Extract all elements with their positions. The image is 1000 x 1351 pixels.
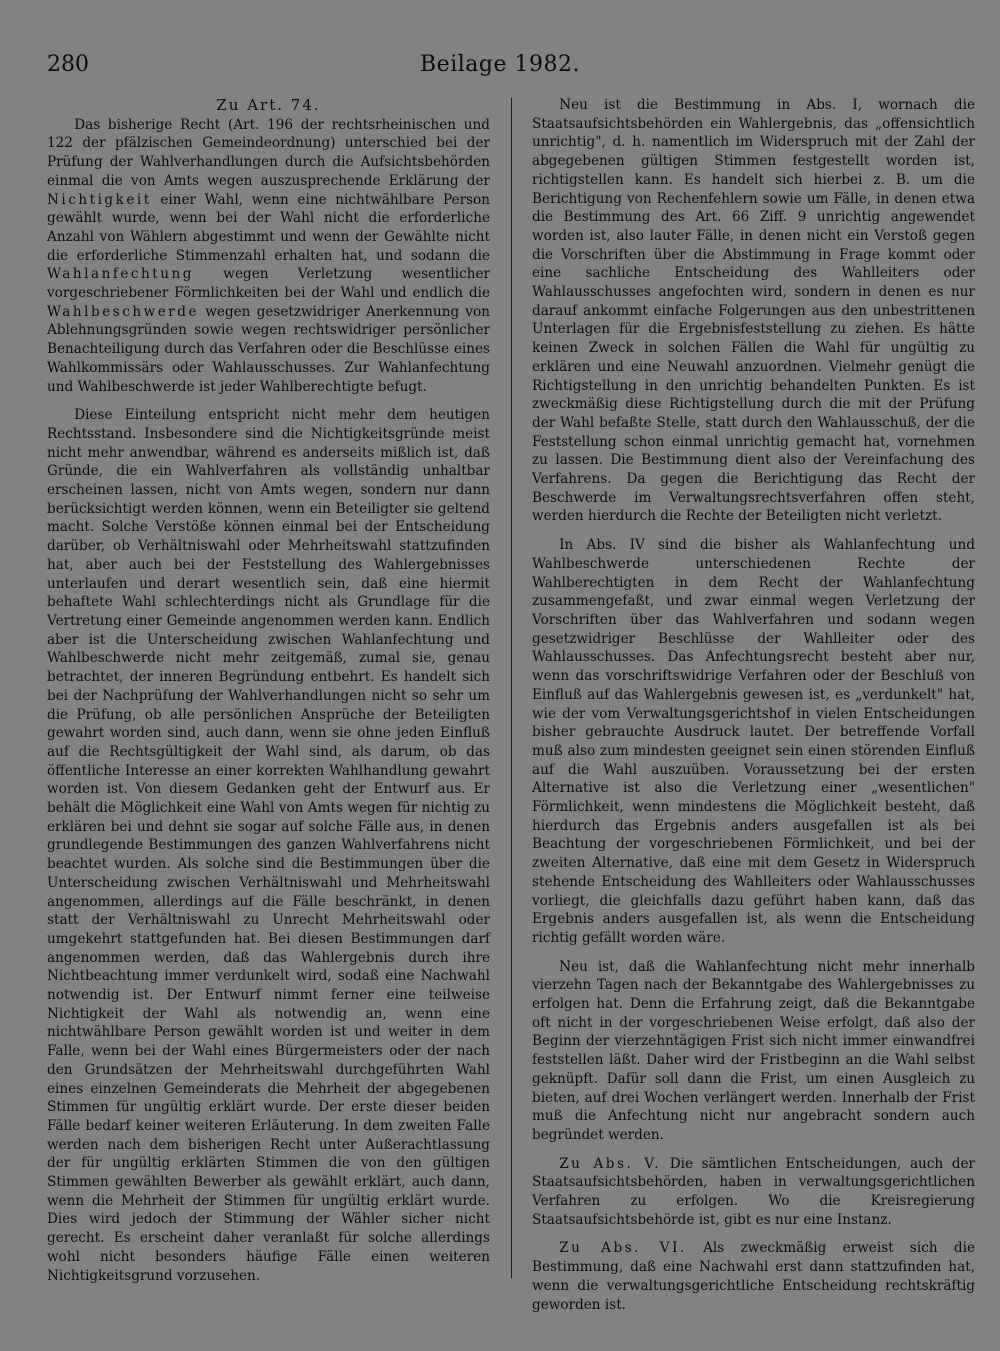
- paragraph: Diese Einteilung entspricht nicht mehr dem heutigen Rechtsstand. Insbesondere sind die Nichtigkeitsgründe meist nicht mehr anwendbar, während es anderseits mißlich ist, daß Gründe, die ein Wahlverfahren als vollständig unhaltbar erscheinen lassen, nicht von Amts wegen, sondern nur dann berücksichtigt werden können, wenn ein Beteiligter sie geltend macht. Solche Verstöße können einmal bei der Entscheidung darüber, ob Verhältniswahl oder Mehrheitswahl stattzufinden hat, aber auch bei der Feststellung des Wahlergebnisses unterlaufen und derart wesentlich sein, daß eine hiermit behaftete Wahl schlechterdings nicht als Grundlage für die Vertretung einer Gemeinde angenommen werden kann. Endlich aber ist die Unterscheidung zwischen Wahlanfechtung und Wahlbeschwerde nicht mehr zeitgemäß, zumal sie, genau betrachtet, der inneren Begründung entbehrt. Es handelt sich bei der Nachprüfung der Wahlverhandlungen nicht so sehr um die Prüfung, ob alle persönlichen Ansprüche der Beteiligten gewahrt worden sind, auch dann, wenn sie ohne jeden Einfluß auf die Rechtsgültigkeit der Wahl sind, als darum, ob das öffentliche Interesse an einer korrekten Wahlhandlung gewahrt worden ist. Von diesem Gedanken geht der Entwurf aus. Er behält die Möglichkeit eine Wahl von Amts wegen für nichtig zu erklären bei und dehnt sie sogar auf solche Fälle aus, in denen grundlegende Bestimmungen des ganzen Wahlverfahrens nicht beachtet wurden. Als solche sind die Bestimmungen über die Unterscheidung zwischen Verhältniswahl und Mehrheitswahl angenommen, allerdings auf die Fälle beschränkt, in denen statt der Verhältniswahl zu Unrecht Mehrheitswahl oder umgekehrt stattgefunden hat. Bei diesen Bestimmungen darf angenommen werden, daß das Wahlergebnis durch ihre Nichtbeachtung immer verdunkelt wird, sodaß eine Nachwahl notwendig ist. Der Entwurf nimmt ferner eine teilweise Nichtigkeit der Wahl als notwendig an, wenn eine nichtwählbare Person gewählt worden ist und weiter in dem Falle, wenn bei der Wahl eines Bürgermeisters oder der nach den Grundsätzen der Mehrheitswahl durchgeführten Wahl eines einzelnen Gemeinderats die Mehrheit der abgegebenen Stimmen für ungültig erklärt wurde. Der erste dieser beiden Fälle bedarf keiner weiteren Erläuterung. In dem zweiten Falle werden nach dem bisherigen Recht unter Außerachtlassung der für ungültig erklärten Stimmen die von den gültigen Stimmen gewählten Bewerber als gewählt erklärt, auch dann, wenn die Mehrheit der Stimmen für ungültig erklärt wurde. Dies wird jedoch der Stimmung der Wähler sicher nicht gerecht. Es erscheint daher veranlaßt für solche allerdings wohl nicht besonders häufige Fälle einen weiteren Nichtigkeitsgrund vorzusehen.: [47, 407, 490, 1284]
- emphasis-term: Wahlanfechtung: [47, 266, 194, 283]
- text-run: Die sämtlichen Entscheidungen, auch der Staatsaufsichtsbehörden, haben in verwaltungsgerichtlichen Verfahren zu erfolgen. Wo die Kreisregierung Staatsaufsichtsbehörde ist, gibt es nur eine Instanz.: [532, 1155, 975, 1228]
- right-column: [532, 96, 975, 1314]
- text-run: einer Wahl, wenn eine nichtwählbare Person gewählt wurde, wenn bei der Wahl nicht die erforderliche Anzahl von Wählern abgestimmt und wenn der Gewählte nicht die erforderliche Stimmenzahl erhalten hat, und sodann die: [47, 191, 490, 264]
- text-run: wegen gesetzwidriger Anerkennung von Ablehnungsgründen sowie wegen rechtswidriger persönlicher Benachteiligung durch das Verfahren oder die Beschlüsse eines Wahlkommissärs oder Wahlausschusses. Zur Wahlanfechtung und Wahlbeschwerde ist jeder Wahlberechtigte befugt.: [47, 303, 490, 395]
- paragraph: [47, 116, 490, 397]
- text-run: Das bisherige Recht (Art. 196 der rechtsrheinischen und 122 der pfälzischen Gemeindeordnung) unterschied bei der Prüfung der Wahlverhandlungen durch die Aufsichtsbehörden einmal die von Amts wegen auszusprechende Erklärung der: [47, 116, 490, 189]
- section-heading: Zu Art. 74.: [216, 96, 321, 114]
- emphasis-term: Wahlbeschwerde: [47, 303, 200, 320]
- paragraph: [532, 1155, 975, 1230]
- page-header: [0, 52, 1000, 82]
- paragraph: Neu ist die Bestimmung in Abs. I, wornach die Staatsaufsichtsbehörden ein Wahlergebnis, das „offensichtlich unrichtig", d. h. namentlich im Widerspruch mit der Zahl der abgegebenen gültigen Stimmen festgestellt worden ist, richtigstellen kann. Es handelt sich hierbei z. B. um die Berichtigung von Rechenfehlern sowie um Fälle, in denen etwa die Bestimmung des Art. 66 Ziff. 9 unrichtig angewendet worden ist, also lauter Fälle, in denen nicht ein Verstoß gegen die Vorschriften über die Abstimmung in Frage kommt oder eine sachliche Entscheidung des Wahlleiters oder Wahlausschusses angefochten wird, sondern in denen es nur darauf ankommt einfache Folgerungen aus den unbestrittenen Unterlagen für die Ergebnisfeststellung zu ziehen. Es hätte keinen Zweck in solchen Fällen die Wahl für ungültig zu erklären und eine Neuwahl anzuordnen. Vielmehr genügt die Richtigstellung in den unrichtig behandelten Punkten. Es ist zweckmäßig diese Richtigstellung durch die mit der Prüfung der Wahl befaßte Stelle, statt durch den Wahlausschuß, der die Feststellung schon einmal unrichtig gemacht hat, vornehmen zu lassen. Die Bestimmung dient also der Vereinfachung des Verfahrens. Da gegen die Berichtigung das Recht der Beschwerde im Verwaltungsrechtsverfahren offen steht, werden hierdurch die Rechte der Beteiligten nicht verletzt.: [532, 97, 975, 525]
- running-title: Beilage 1982.: [420, 52, 580, 77]
- page-number: 280: [47, 52, 89, 77]
- text-run: Als zweckmäßig erweist sich die Bestimmung, daß eine Nachwahl erst dann stattzufinden hat, wenn die verwaltungsgerichtliche Entscheidung rechtskräftig geworden ist.: [532, 1240, 975, 1313]
- emphasis-term: Nichtigkeit: [47, 191, 152, 208]
- paragraph: Neu ist, daß die Wahlanfechtung nicht mehr innerhalb vierzehn Tagen nach der Bekanntgabe des Wahlergebnisses zu erfolgen hat. Denn die Erfahrung zeigt, daß die Bekanntgabe oft nicht in der vorgeschriebenen Weise erfolgt, daß also der Beginn der vierzehntägigen Frist sich nicht immer einwandfrei feststellen läßt. Daher wird der Fristbeginn an die Wahl selbst geknüpft. Dafür soll dann die Frist, um einen Ausgleich zu bieten, auf drei Wochen verlängert werden. Innerhalb der Frist muß die Anfechtung nicht nur angebracht sondern auch begründet werden.: [532, 958, 975, 1143]
- left-column: [47, 96, 490, 1285]
- text-run: wegen Verletzung wesentlicher vorgeschriebener Förmlichkeiten bei der Wahl und endlich die: [47, 266, 490, 302]
- column-divider: [511, 98, 512, 1278]
- paragraph: [532, 1239, 975, 1314]
- section-lead: Zu Abs. VI.: [559, 1240, 687, 1257]
- section-lead: Zu Abs. V.: [559, 1155, 662, 1172]
- paragraph: In Abs. IV sind die bisher als Wahlanfechtung und Wahlbeschwerde unterschiedenen Rechte der Wahlberechtigten in dem Recht der Wahlanfechtung zusammengefaßt, und zwar einmal wegen Verletzung der Vorschriften über das Wahlverfahren und sodann wegen gesetzwidriger Beschlüsse der Wahlleiter oder des Wahlausschusses. Das Anfechtungsrecht besteht aber nur, wenn das vorschriftswidrige Verfahren oder der Beschluß von Einfluß auf das Wahlergebnis gewesen ist, es „verdunkelt" hat, wie der vom Verwaltungsgerichtshof in vielen Entscheidungen bisher gebrauchte Ausdruck lautet. Der betreffende Vorfall muß also zum mindesten geeignet sein einen störenden Einfluß auf die Wahl auszuüben. Voraussetzung bei der ersten Alternative ist also die Verletzung einer „wesentlichen" Förmlichkeit, wenn mindestens die Möglichkeit besteht, daß hierdurch das Ergebnis anders ausgefallen ist als bei Beachtung der vorgeschriebenen Förmlichkeit, und bei der zweiten Alternative, daß eine mit dem Gesetz in Widerspruch stehende Entscheidung des Wahlleiters oder Wahlausschusses vorliegt, die gleichfalls dazu geführt haben kann, daß das Ergebnis anders ausgefallen ist, als wenn die Entscheidung richtig gefällt worden wäre.: [532, 537, 975, 946]
